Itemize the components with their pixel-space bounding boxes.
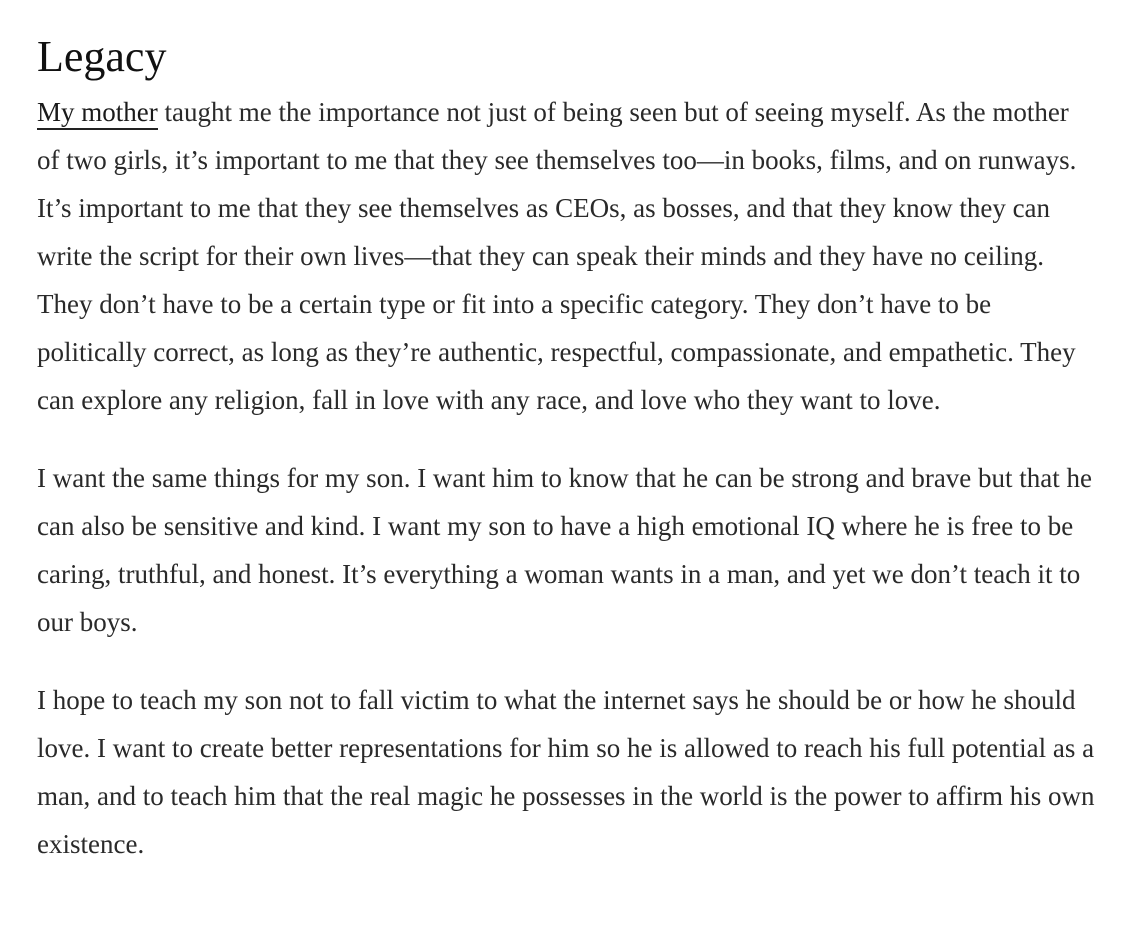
paragraph-3: I hope to teach my son not to fall victim to what the internet says he should be or how he should love. I want to create better representations for him so he is allowed to reach his full potential as a man, and to teach him that the real magic he possesses in the world is the power to affirm his own existence. xyxy=(37,685,1095,859)
paragraph-1 xyxy=(37,88,1097,424)
paragraph-2: I want the same things for my son. I want him to know that he can be strong and brave but that he can also be sensitive and kind. I want my son to have a high emotional IQ where he is free to be caring, truthful, and honest. It’s everything a woman wants in a man, and yet we don’t teach it to our boys. xyxy=(37,463,1093,637)
article xyxy=(37,30,1097,898)
section-heading: Legacy xyxy=(37,32,167,81)
paragraph-1-text: taught me the importance not just of being seen but of seeing myself. As the mother of two girls, it’s important to me that they see themselves too—in books, films, and on runways. It’s important to me that they see themselves as CEOs, as bosses, and that they know they can write the script for their own lives—that they can speak their minds and they have no ceiling. They don’t have to be a certain type or fit into a specific category. They don’t have to be politically correct, as long as they’re authentic, respectful, compassionate, and empathetic. They can explore any religion, fall in love with any race, and love who they want to love. xyxy=(37,97,1077,415)
my-mother-link[interactable]: My mother xyxy=(37,97,158,130)
